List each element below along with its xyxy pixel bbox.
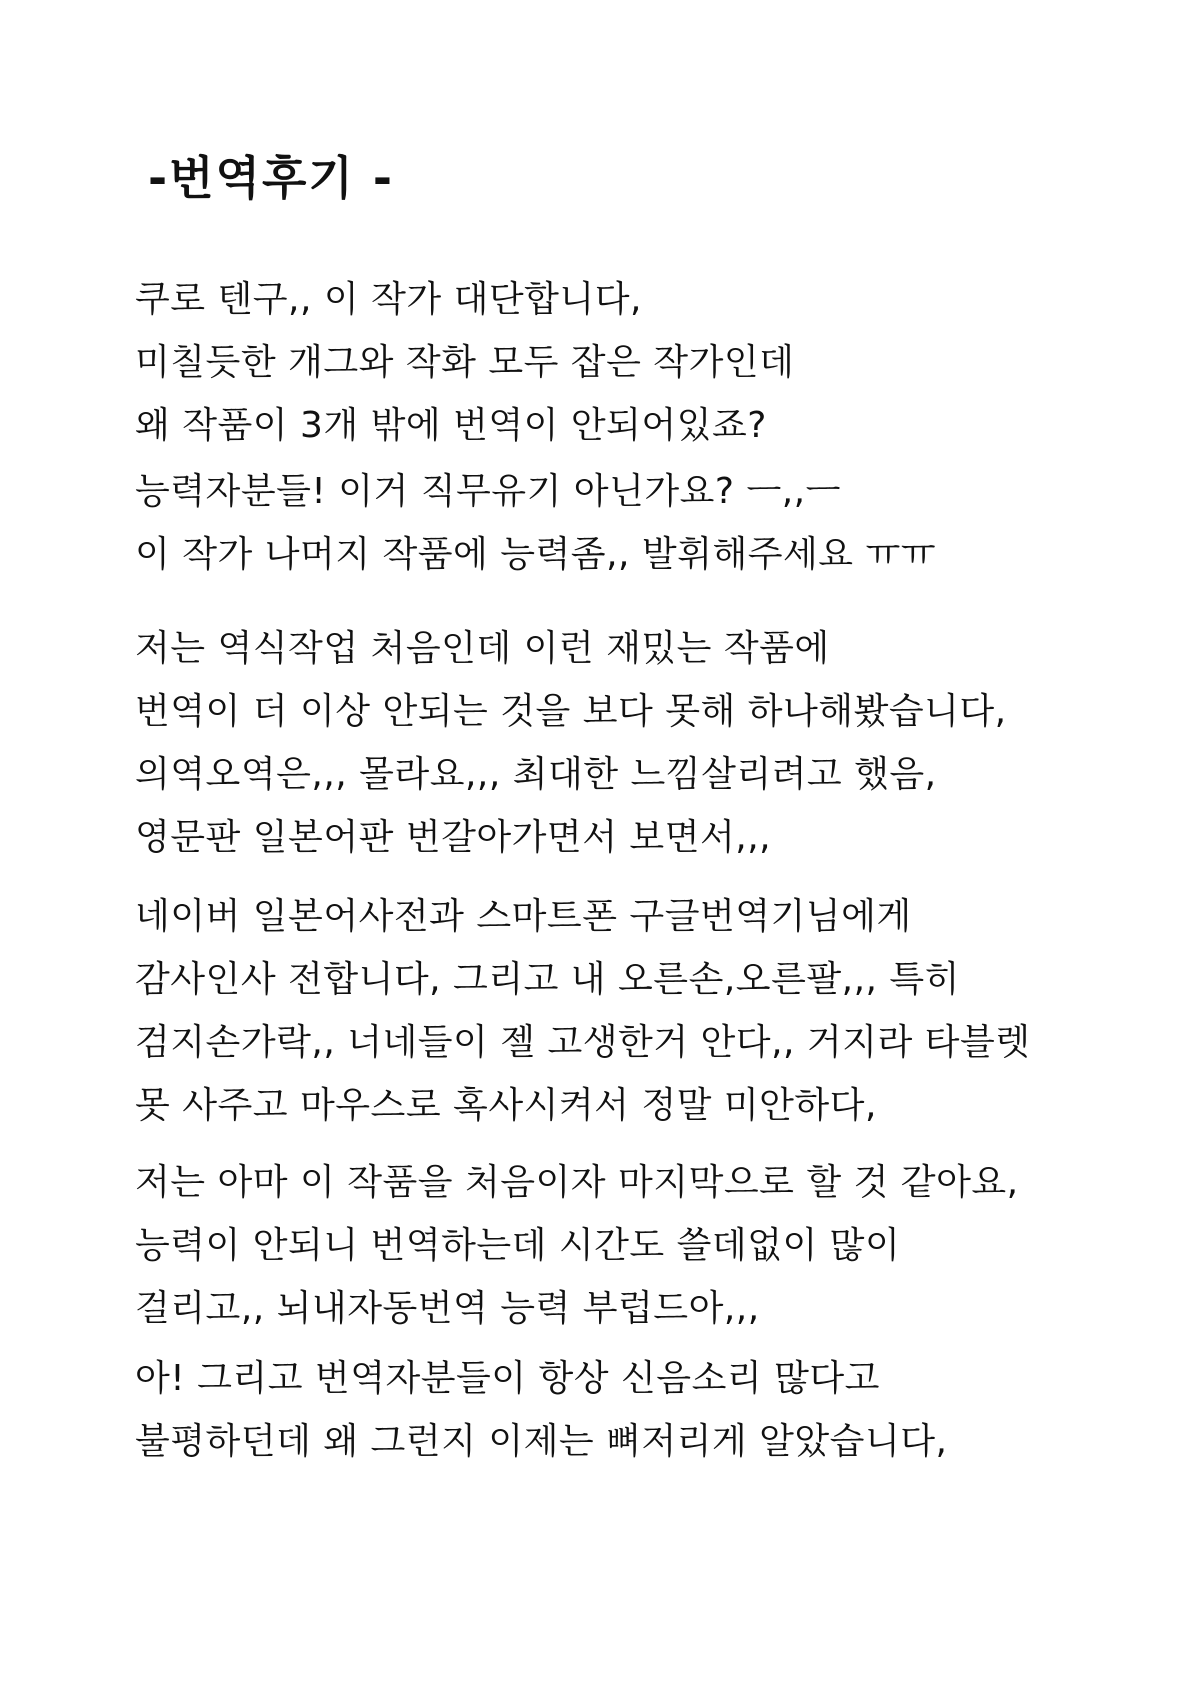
text-line: 걸리고,, 뇌내자동번역 능력 부럽드아,,, — [135, 1288, 760, 1329]
paragraph-5 — [135, 1151, 1019, 1340]
text-line: 영문판 일본어판 번갈아가면서 보면서,,, — [135, 817, 772, 858]
text-line: 못 사주고 마우스로 혹사시켜서 정말 미안하다, — [135, 1085, 877, 1126]
paragraph-2 — [135, 460, 936, 586]
text-line: 네이버 일본어사전과 스마트폰 구글번역기님에게 — [135, 896, 912, 937]
text-line: 미칠듯한 개그와 작화 모두 잡은 작가인데 — [135, 342, 795, 383]
text-line: 능력자분들! 이거 직무유기 아닌가요? ㅡ,,ㅡ — [135, 471, 841, 512]
text-line: 불평하던데 왜 그런지 이제는 뼈저리게 알았습니다, — [135, 1421, 948, 1462]
paragraph-4 — [135, 885, 1031, 1137]
paragraph-3 — [135, 617, 1007, 869]
text-line: 저는 역식작업 처음인데 이런 재밌는 작품에 — [135, 628, 830, 669]
text-line: 번역이 더 이상 안되는 것을 보다 못해 하나해봤습니다, — [135, 691, 1007, 732]
paragraph-1 — [135, 268, 794, 457]
text-line: 저는 아마 이 작품을 처음이자 마지막으로 할 것 같아요, — [135, 1162, 1019, 1203]
paragraph-6 — [135, 1347, 947, 1473]
page-title: -번역후기 - — [148, 151, 394, 205]
text-line: 검지손가락,, 너네들이 젤 고생한거 안다,, 거지라 타블렛 — [135, 1022, 1031, 1063]
text-line: 의역오역은,,, 몰라요,,, 최대한 느낌살리려고 했음, — [135, 754, 937, 795]
text-line: 아! 그리고 번역자분들이 항상 신음소리 많다고 — [135, 1358, 880, 1399]
text-line: 감사인사 전합니다, 그리고 내 오른손,오른팔,,, 특히 — [135, 959, 960, 1000]
text-line: 왜 작품이 3개 밖에 번역이 안되어있죠? — [135, 405, 767, 446]
text-line: 능력이 안되니 번역하는데 시간도 쓸데없이 많이 — [135, 1225, 901, 1266]
text-line: 쿠로 텐구,, 이 작가 대단합니다, — [135, 279, 642, 320]
text-line: 이 작가 나머지 작품에 능력좀,, 발휘해주세요 ㅠㅠ — [135, 534, 937, 575]
